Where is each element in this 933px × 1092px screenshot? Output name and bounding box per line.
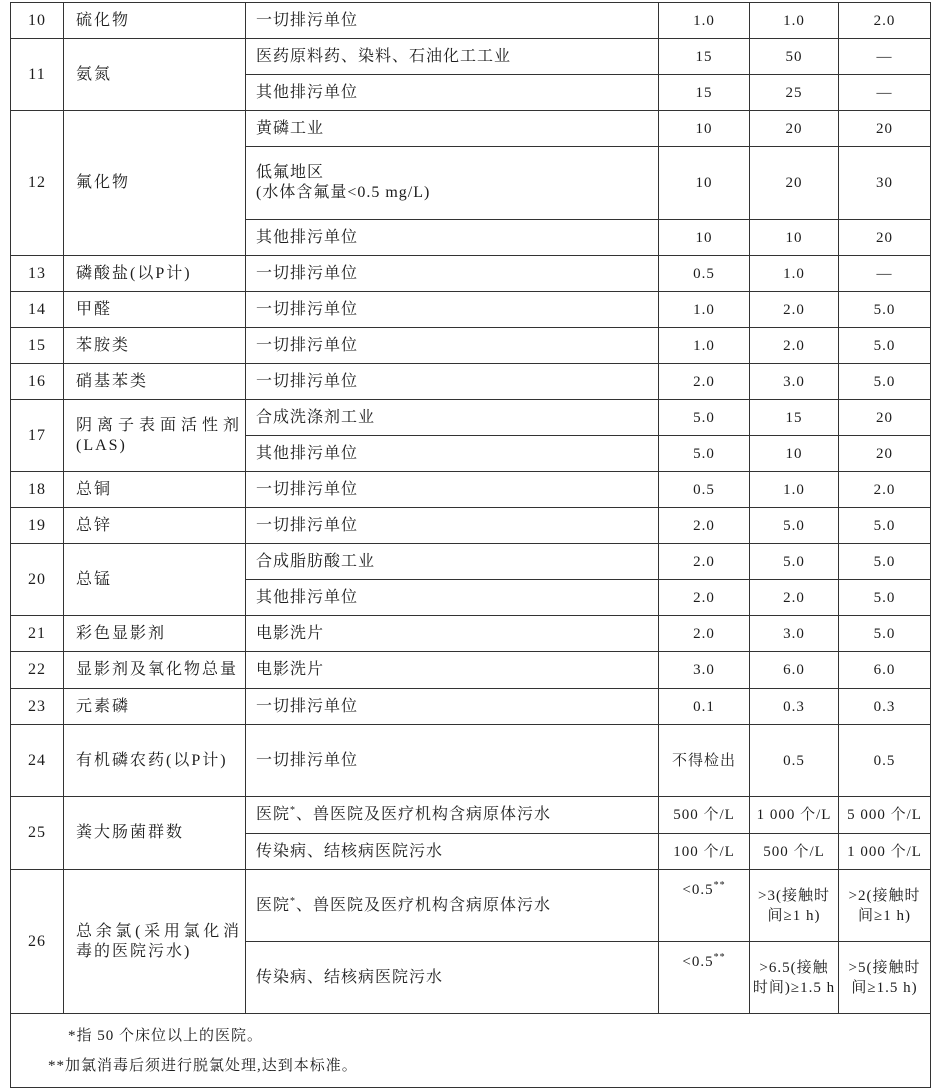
footnote: **加氯消毒后须进行脱氯处理,达到本标准。: [48, 1057, 358, 1074]
limit-grade-3: 20: [839, 220, 931, 256]
limit-grade-2: 10: [750, 436, 839, 472]
table-row: [11, 400, 931, 436]
pollutant-name: 总余氯(采用氯化消毒的医院污水): [64, 870, 246, 1014]
discharge-unit: 一切排污单位: [246, 292, 659, 328]
limit-grade-2: 2.0: [750, 580, 839, 616]
limit-grade-2: 2.0: [750, 328, 839, 364]
table-row: [11, 292, 931, 328]
limit-grade-1: 3.0: [659, 652, 750, 689]
limit-grade-3: 0.5: [839, 725, 931, 797]
limit-grade-3: 5.0: [839, 616, 931, 652]
footnote-marker: **: [713, 880, 726, 891]
item-number: 22: [11, 652, 64, 689]
pollutant-name: 元素磷: [64, 689, 246, 725]
item-number: 26: [11, 870, 64, 1014]
limit-grade-1: [659, 942, 750, 1014]
discharge-unit: [246, 797, 659, 834]
item-number: 13: [11, 256, 64, 292]
limit-grade-1: 2.0: [659, 544, 750, 580]
limit-grade-1: 2.0: [659, 364, 750, 400]
table-row: [11, 797, 931, 834]
pollutant-name: 氨氮: [64, 39, 246, 111]
limit-grade-3: —: [839, 75, 931, 111]
pollutant-name: 甲醛: [64, 292, 246, 328]
item-number: 16: [11, 364, 64, 400]
table-row: [11, 544, 931, 580]
pollutant-name: 有机磷农药(以P计): [64, 725, 246, 797]
discharge-unit-label-rest: 、兽医院及医疗机构含病原体污水: [296, 806, 552, 823]
limit-grade-3: >5(接触时间≥1.5 h): [839, 942, 931, 1014]
table-row: [11, 39, 931, 75]
discharge-unit-label-rest: 、兽医院及医疗机构含病原体污水: [296, 896, 552, 914]
limit-grade-3: 5 000 个/L: [839, 797, 931, 834]
limit-grade-3: 6.0: [839, 652, 931, 689]
discharge-unit-label: 医院: [256, 806, 291, 823]
limit-grade-1: 2.0: [659, 580, 750, 616]
footnote-marker: *: [290, 895, 297, 907]
pollutant-name: 彩色显影剂: [64, 616, 246, 652]
pollutant-name: 硝基苯类: [64, 364, 246, 400]
discharge-unit-label: 医院: [256, 896, 291, 914]
limit-grade-3: 5.0: [839, 508, 931, 544]
limit-grade-3: 20: [839, 400, 931, 436]
pollutant-name: 阴离子表面活性剂(LAS): [64, 400, 246, 472]
item-number: 24: [11, 725, 64, 797]
limit-grade-1: 2.0: [659, 508, 750, 544]
limit-grade-1: 0.5: [659, 472, 750, 508]
limit-value: <0.5: [682, 882, 714, 898]
discharge-unit: 其他排污单位: [246, 220, 659, 256]
table-row: [11, 689, 931, 725]
table-row: [11, 725, 931, 797]
limit-grade-1: 0.5: [659, 256, 750, 292]
limit-grade-3: 2.0: [839, 472, 931, 508]
pollutant-name: 粪大肠菌群数: [64, 797, 246, 870]
table-row: [11, 328, 931, 364]
pollutant-name: 苯胺类: [64, 328, 246, 364]
limit-grade-2: 20: [750, 111, 839, 147]
footnote-marker: *: [290, 805, 297, 816]
discharge-unit-note: (水体含氟量<0.5 mg/L): [256, 184, 431, 201]
discharge-unit: 合成洗涤剂工业: [246, 400, 659, 436]
limit-grade-3: —: [839, 39, 931, 75]
discharge-unit: 一切排污单位: [246, 508, 659, 544]
limit-grade-3: 20: [839, 111, 931, 147]
limit-grade-2: 5.0: [750, 544, 839, 580]
limit-grade-1: 15: [659, 39, 750, 75]
limit-grade-3: 1 000 个/L: [839, 834, 931, 870]
limit-grade-1: 10: [659, 220, 750, 256]
item-number: 17: [11, 400, 64, 472]
limit-grade-1: 10: [659, 111, 750, 147]
item-number: 23: [11, 689, 64, 725]
limit-value: <0.5: [682, 954, 714, 970]
limit-grade-1: 1.0: [659, 3, 750, 39]
discharge-unit: 一切排污单位: [246, 256, 659, 292]
table-row: [11, 616, 931, 652]
limit-grade-2: >6.5(接触时间)≥1.5 h: [750, 942, 839, 1014]
table-row: [11, 652, 931, 689]
limit-grade-1: 5.0: [659, 436, 750, 472]
item-number: 25: [11, 797, 64, 870]
limit-grade-1: 5.0: [659, 400, 750, 436]
table-row: [11, 870, 931, 942]
limit-grade-1: 500 个/L: [659, 797, 750, 834]
limit-grade-1: 10: [659, 147, 750, 220]
discharge-unit: 一切排污单位: [246, 725, 659, 797]
limit-grade-2: 0.3: [750, 689, 839, 725]
limit-grade-2: 6.0: [750, 652, 839, 689]
limit-grade-1: 0.1: [659, 689, 750, 725]
limit-grade-3: 20: [839, 436, 931, 472]
discharge-unit: 合成脂肪酸工业: [246, 544, 659, 580]
footnotes: [11, 1014, 931, 1088]
limit-grade-2: 500 个/L: [750, 834, 839, 870]
limit-grade-2: 15: [750, 400, 839, 436]
discharge-unit: 医药原料药、染料、石油化工工业: [246, 39, 659, 75]
limit-grade-2: 3.0: [750, 616, 839, 652]
discharge-unit: 传染病、结核病医院污水: [246, 834, 659, 870]
item-number: 19: [11, 508, 64, 544]
table-row: [11, 111, 931, 147]
limit-grade-1: 15: [659, 75, 750, 111]
limit-grade-1: 100 个/L: [659, 834, 750, 870]
limit-grade-1: 1.0: [659, 292, 750, 328]
limit-grade-1: [659, 870, 750, 942]
pollutant-name: 总铜: [64, 472, 246, 508]
table-row: [11, 472, 931, 508]
discharge-unit: 传染病、结核病医院污水: [246, 942, 659, 1014]
limit-grade-1: 不得检出: [659, 725, 750, 797]
limit-grade-3: 5.0: [839, 292, 931, 328]
limit-grade-3: 5.0: [839, 580, 931, 616]
limit-grade-3: >2(接触时间≥1 h): [839, 870, 931, 942]
discharge-unit: 一切排污单位: [246, 364, 659, 400]
table-row: [11, 364, 931, 400]
limit-grade-3: 5.0: [839, 328, 931, 364]
discharge-unit: 一切排污单位: [246, 472, 659, 508]
limit-grade-2: 50: [750, 39, 839, 75]
pollutant-name: 总锰: [64, 544, 246, 616]
discharge-unit: 其他排污单位: [246, 75, 659, 111]
item-number: 11: [11, 39, 64, 111]
discharge-unit: 一切排污单位: [246, 689, 659, 725]
limit-grade-2: 10: [750, 220, 839, 256]
discharge-unit: 黄磷工业: [246, 111, 659, 147]
pollutant-name: 磷酸盐(以P计): [64, 256, 246, 292]
limit-grade-2: 1.0: [750, 256, 839, 292]
table-row: [11, 508, 931, 544]
item-number: 10: [11, 3, 64, 39]
limit-grade-1: 1.0: [659, 328, 750, 364]
table-row: [11, 3, 931, 39]
limit-grade-2: 5.0: [750, 508, 839, 544]
discharge-unit-label: 低氟地区: [256, 164, 325, 181]
discharge-unit: 电影洗片: [246, 616, 659, 652]
limit-grade-2: 1.0: [750, 472, 839, 508]
limit-grade-2: 1 000 个/L: [750, 797, 839, 834]
limit-grade-2: 3.0: [750, 364, 839, 400]
limit-grade-2: 1.0: [750, 3, 839, 39]
item-number: 15: [11, 328, 64, 364]
discharge-unit: 其他排污单位: [246, 436, 659, 472]
limit-grade-3: —: [839, 256, 931, 292]
discharge-unit: 一切排污单位: [246, 328, 659, 364]
limit-grade-3: 5.0: [839, 364, 931, 400]
limit-grade-3: 30: [839, 147, 931, 220]
discharge-unit: [246, 870, 659, 942]
discharge-unit: 其他排污单位: [246, 580, 659, 616]
item-number: 20: [11, 544, 64, 616]
limit-grade-2: 25: [750, 75, 839, 111]
pollutant-name: 总锌: [64, 508, 246, 544]
table-row: [11, 256, 931, 292]
discharge-unit: 一切排污单位: [246, 3, 659, 39]
limit-grade-1: 2.0: [659, 616, 750, 652]
limit-grade-2: 2.0: [750, 292, 839, 328]
limit-grade-3: 5.0: [839, 544, 931, 580]
item-number: 18: [11, 472, 64, 508]
footnote: *指 50 个床位以上的医院。: [68, 1027, 264, 1044]
footnote-marker: **: [713, 952, 726, 963]
limit-grade-2: >3(接触时间≥1 h): [750, 870, 839, 942]
item-number: 12: [11, 111, 64, 256]
limit-grade-2: 20: [750, 147, 839, 220]
discharge-unit: 电影洗片: [246, 652, 659, 689]
pollutant-name: 显影剂及氧化物总量: [64, 652, 246, 689]
limit-grade-3: 2.0: [839, 3, 931, 39]
footnote-row: [11, 1014, 931, 1088]
discharge-limits-table: [10, 2, 931, 1088]
limit-grade-2: 0.5: [750, 725, 839, 797]
item-number: 14: [11, 292, 64, 328]
item-number: 21: [11, 616, 64, 652]
pollutant-name: 硫化物: [64, 3, 246, 39]
discharge-unit: [246, 147, 659, 220]
pollutant-name: 氟化物: [64, 111, 246, 256]
limit-grade-3: 0.3: [839, 689, 931, 725]
